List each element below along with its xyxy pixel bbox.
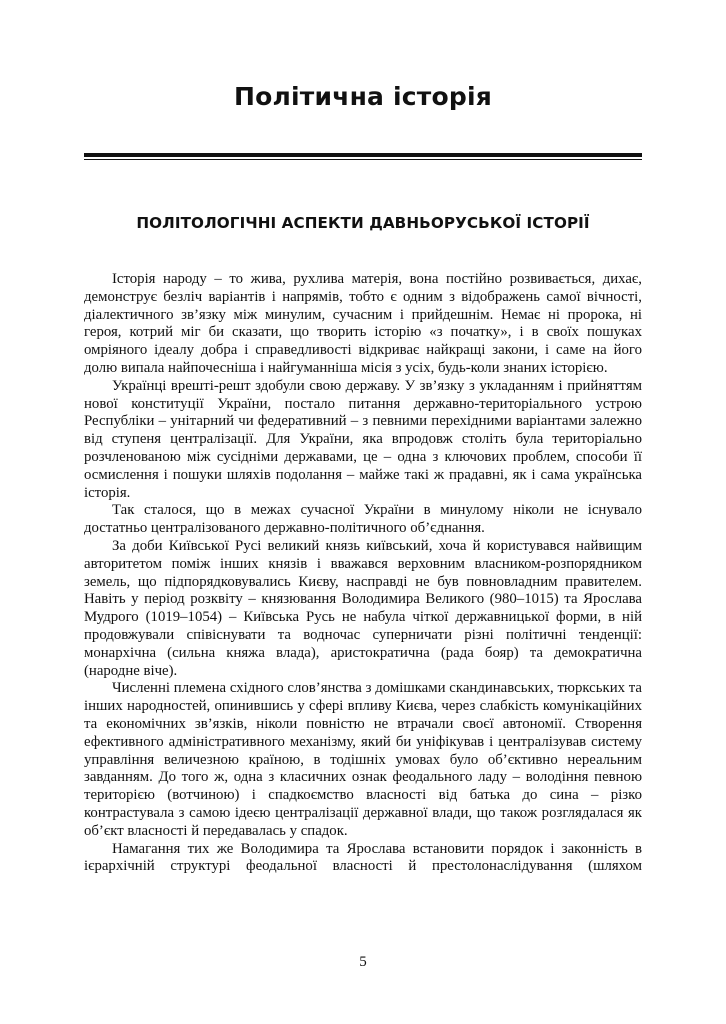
- paragraph-2: Українці врешті-решт здобули свою державу. У зв’язку з укладанням і прийняттям нової конституції України, постало питання державно-територіального устрою Республіки – унітарний чи федеративний – з певними перехідними варіантами залежно від ступеня централізації. Для України, яка впродовж століть була територіально розчленованою між сусідніми державами, це – одна з ключових проблем, способи її осмислення і пошуки шляхів подолання – майже такі ж прадавні, як і сама українська історія.: [84, 377, 642, 501]
- chapter-title: Політична історія: [234, 82, 492, 111]
- paragraph-4: За доби Київської Русі великий князь київський, хоча й користувався найвищим авторитетом поміж інших князів і вважався верховним власником-розпорядником земель, що підпорядковувались Києву, насправді не був повновладним правителем. Навіть у період розквіту – князювання Володимира Великого (980–1015) та Ярослава Мудрого (1019–1054) – Київська Русь не набула чіткої державницької форми, в ній продовжували співіснувати та водночас суперничати різні політичні тенденції: монархічна (сильна княжа влада), аристократична (рада бояр) та демократична (народне віче).: [84, 537, 642, 679]
- title-rule-thick: [84, 153, 642, 157]
- page-number: 5: [359, 954, 367, 970]
- paragraph-3: Так сталося, що в межах сучасної України в минулому ніколи не існувало достатньо централізованого державно-політичного об’єднання.: [84, 502, 642, 537]
- title-rule-thin: [84, 159, 642, 160]
- body-text: [84, 271, 642, 876]
- paragraph-6: Намагання тих же Володимира та Ярослава встановити порядок і законність в ієрархічній структурі феодальної власності й престолонаслідування (шляхом: [84, 840, 642, 875]
- section-title: ПОЛІТОЛОГІЧНІ АСПЕКТИ ДАВНЬОРУСЬКОЇ ІСТОРІЇ: [136, 214, 590, 232]
- paragraph-1: Історія народу – то жива, рухлива матерія, вона постійно розвивається, дихає, демонструє безліч варіантів і напрямів, тобто є одним з відображень самої вічності, діалектичного зв’язку між минулим, сучасним і прийдешнім. Немає ні пророка, ні героя, котрий міг би сказати, що творить історію «з початку», і в своїх пошуках омріяного ідеалу добра і справедливості відкриває найкращі закони, і саме на його долю випала найпочесніша і найгуманніша місія з усіх, будь-коли знаних історією.: [84, 271, 642, 376]
- paragraph-5: Численні племена східного слов’янства з домішками скандинавських, тюркських та інших народностей, опинившись у сфері впливу Києва, через слабкість комунікаційних та економічних зв’язків, ніколи повністю не втрачали своєї автономії. Створення ефективного адміністративного механізму, який би уніфікував і централізував систему управління величезною країною, в тодішніх умовах було об’єктивно нереальним завданням. До того ж, одна з класичних ознак феодального ладу – володіння певною територією (вотчиною) і спадкоємство власності від батька до сина – різко контрастувала з самою ідеєю централізації державної влади, що також розглядалася як об’єкт власності й передавалась у спадок.: [84, 680, 642, 839]
